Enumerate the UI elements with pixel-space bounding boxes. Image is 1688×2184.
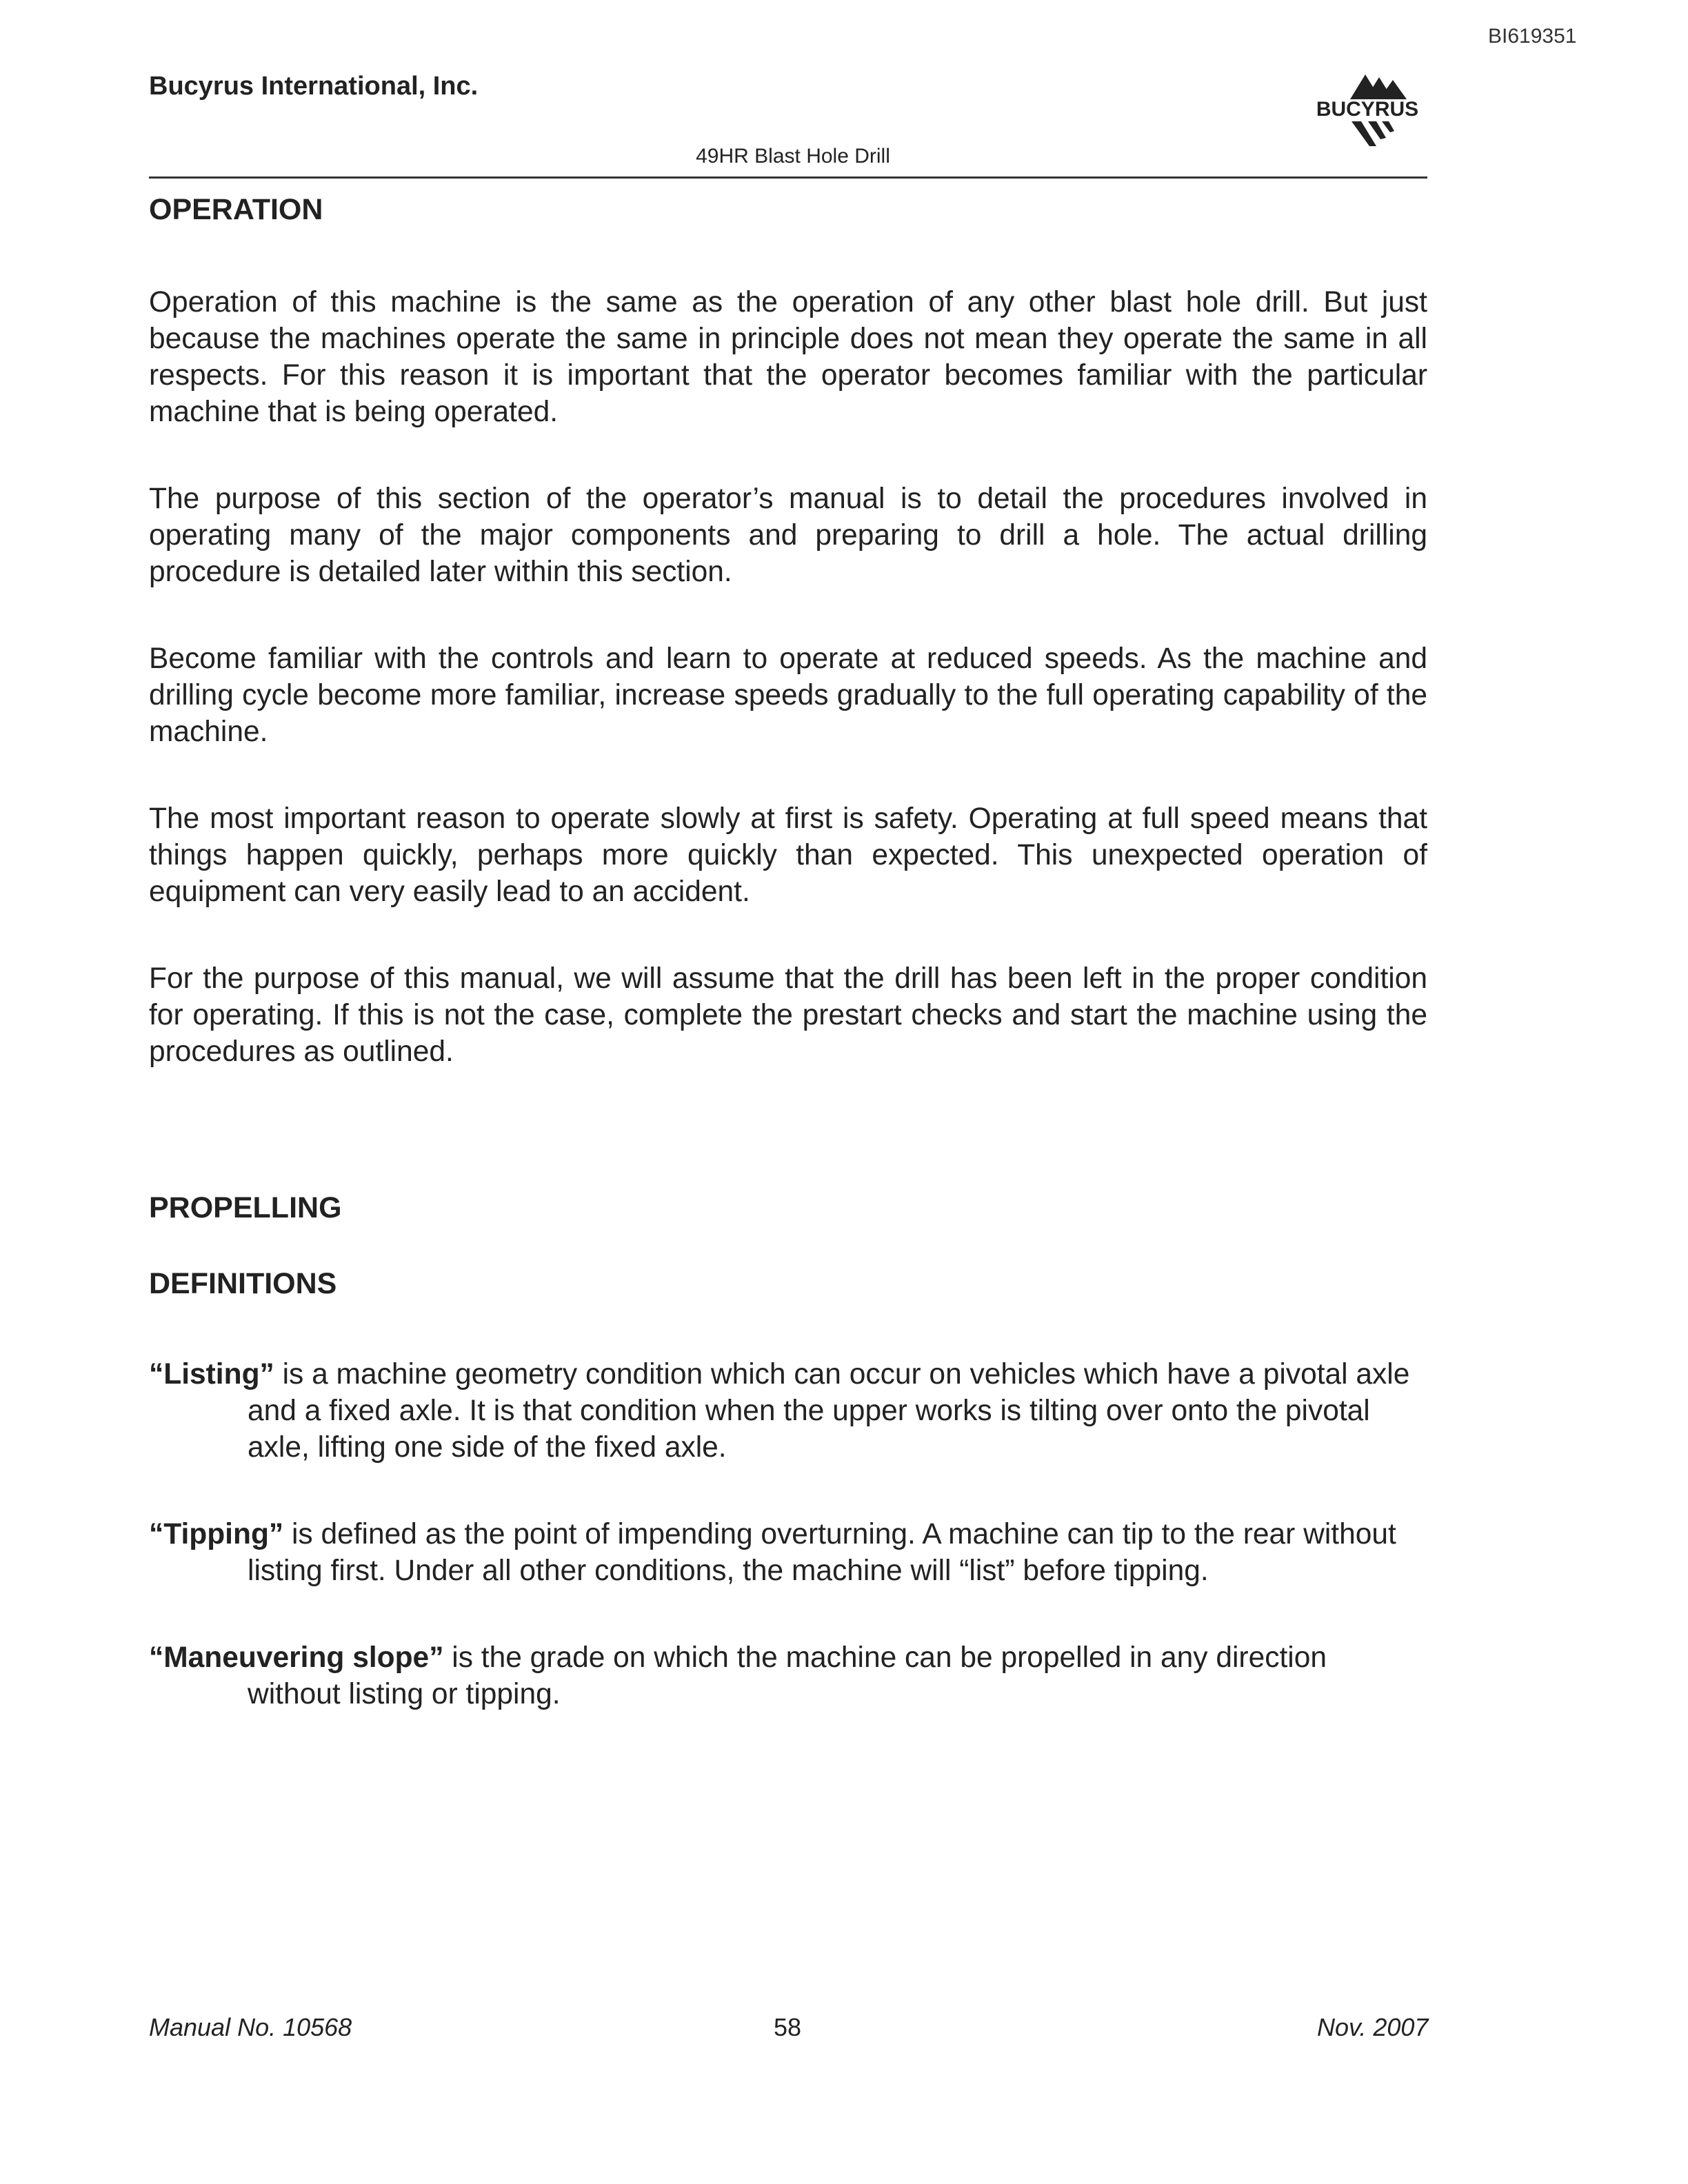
operation-heading: OPERATION	[149, 193, 323, 226]
definition-term: “Tipping”	[149, 1518, 284, 1550]
publication-date: Nov. 2007	[1317, 2013, 1429, 2041]
operation-paragraph-3: Become familiar with the controls and learn to operate at reduced speeds. As the machine and drilling cycle become more familiar, increase speeds gradually to the full operating capability of the machine.	[149, 643, 1427, 748]
definition-term: “Maneuvering slope”	[149, 1641, 444, 1674]
definition-text: is the grade on which the machine can be propelled in any direction without listing or tipping.	[248, 1641, 1327, 1710]
manual-number: Manual No. 10568	[149, 2013, 352, 2041]
definitions-heading: DEFINITIONS	[149, 1267, 337, 1300]
operation-paragraph-4: The most important reason to operate slowly at first is safety. Operating at full speed means that things happen quickly, perhaps more quickly than expected. This unexpected operation of equipment can very easily lead to an accident.	[149, 802, 1427, 908]
definition-tipping	[149, 1516, 1427, 1589]
page-number: 58	[774, 2013, 802, 2041]
definition-term: “Listing”	[149, 1358, 274, 1391]
definition-text: is a machine geometry condition which can occur on vehicles which have a pivotal axle and a fixed axle. It is that condition when the upper works is tilting over onto the pivotal axle, lifting one side of the fixed axle.	[248, 1358, 1410, 1464]
bucyrus-logo	[1307, 72, 1427, 154]
document-id: BI619351	[1488, 25, 1577, 48]
operation-paragraph-5: For the purpose of this manual, we will assume that the drill has been left in the proper condition for operating. If this is not the case, complete the prestart checks and start the machine using the procedures as outlined.	[149, 962, 1427, 1068]
company-name: Bucyrus International, Inc.	[149, 72, 479, 101]
header-divider	[149, 176, 1427, 179]
definition-text: is defined as the point of impending overturning. A machine can tip to the rear without listing first. Under all other conditions, the machine will “list” before tipping.	[248, 1518, 1396, 1587]
propelling-heading: PROPELLING	[149, 1191, 342, 1224]
logo-wordmark: BUCYRUS	[1316, 98, 1419, 121]
operation-paragraph-2: The purpose of this section of the operator’s manual is to detail the procedures involved in operating many of the major components and preparing to drill a hole. The actual drilling procedure is detailed later within this section.	[149, 483, 1427, 588]
definition-listing	[149, 1356, 1427, 1466]
definition-maneuvering-slope	[149, 1639, 1427, 1712]
document-subtitle: 49HR Blast Hole Drill	[696, 145, 890, 168]
operation-paragraph-1: Operation of this machine is the same as the operation of any other blast hole drill. But just because the machines operate the same in principle does not mean they operate the same in all respects. For this reason it is important that the operator becomes familiar with the particular machine that is being operated.	[149, 286, 1427, 428]
